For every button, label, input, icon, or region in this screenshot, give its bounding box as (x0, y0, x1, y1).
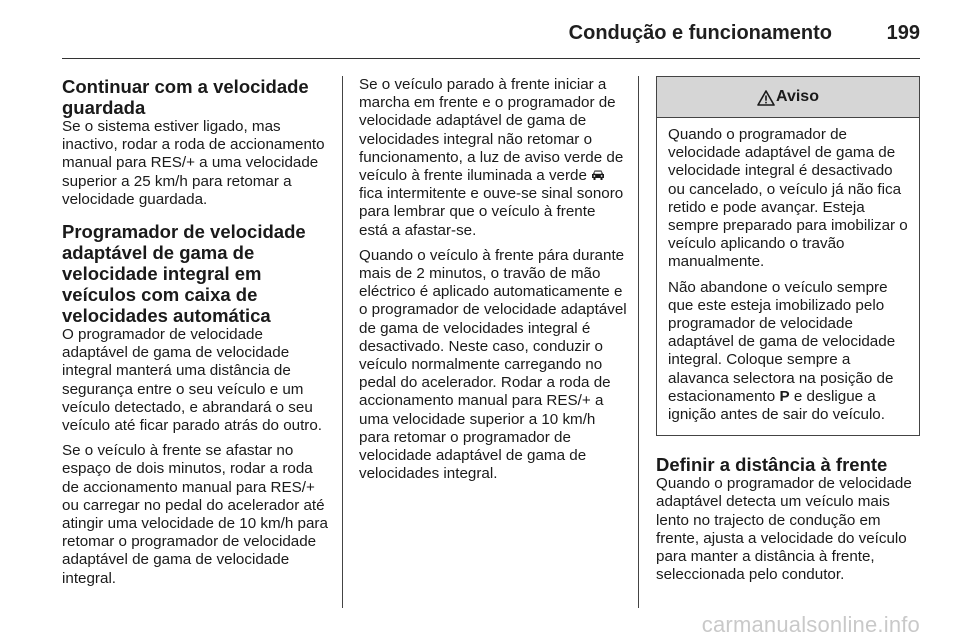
paragraph-resume-speed: Se o sistema estiver ligado, mas inactivo, rodar a roda de accionamento manual para RES/+ a uma velocidade superior a 25 km/h para retomar a velocidade guardada. (62, 118, 325, 208)
paragraph-vehicle-departs (359, 76, 627, 240)
column-divider-1 (342, 76, 343, 608)
watermark: carmanualsonline.info (701, 612, 920, 637)
paragraph-vehicle-departs-b: fica intermitente e ouve-se sinal sonoro para lembrar que o veículo à frente está a afastar-se. (359, 185, 624, 239)
warning-paragraph-2-b: e desligue a ignição antes de sair do veículo. (668, 387, 885, 424)
park-position-letter: P (779, 387, 790, 405)
heading-adaptive-cruise: Programador de velocidade adaptável de gama de velocidade integral em veículos com caixa de velocidades automática (62, 221, 306, 327)
paragraph-vehicle-stops: Quando o veículo à frente pára durante mais de 2 minutos, o travão de mão eléctrico é aplicado automaticamente e o programador de velocidade adaptável de gama de velocidades integral é desactivado. Neste caso, conduzir o veículo normalmente carregando no pedal do acelerador. Rodar a roda de accionamento manual para RES/+ a uma velocidade superior a 10 km/h para retomar o programador de velocidade adaptável de gama de velocidades integral. (359, 246, 627, 483)
paragraph-set-distance: Quando o programador de velocidade adaptável detecta um veículo mais lento no trajecto de condução em frente, ajusta a velocidade do veículo para manter a distância à frente, seleccionada pelo condutor. (656, 475, 912, 584)
warning-paragraph-2-a: Não abandone o veículo sempre que este esteja imobilizado pelo programador de velocidade adaptável de gama de velocidade integral. Coloque sempre a alavanca selectora na posição de estacionamento (668, 278, 896, 405)
paragraph-adaptive-intro: O programador de velocidade adaptável de gama de velocidade integral manterá uma distância de segurança entre o seu veículo e um veículo detectado, e abrandará o seu veículo até ficar parado atrás do outro. (62, 326, 323, 435)
paragraph-vehicle-ahead: Se o veículo à frente se afastar no espaço de dois minutos, rodar a roda de accionamento manual para RES/+ ou carregar no pedal do acelerador até atingir uma velocidade de 10 km/h para retomar o programador de velocidade adaptável de gama de velocidade integral. (62, 442, 328, 587)
page-header (62, 18, 920, 56)
column-3 (656, 76, 920, 591)
header-divider (62, 58, 920, 59)
warning-box (656, 76, 920, 436)
warning-body (657, 118, 919, 435)
vehicle-ahead-icon (591, 169, 605, 181)
column-1 (62, 76, 330, 595)
column-2 (359, 76, 627, 490)
page-number: 199 (886, 22, 920, 44)
warning-paragraph-1: Quando o programador de velocidade adaptável de gama de velocidade integral é desactivado ou cancelado, o veículo já não fica retido e pode avançar. Esteja sempre preparado para imobilizar o veículo aplicando o travão manualmente. (668, 126, 908, 271)
section-title: Condução e funcionamento (568, 22, 832, 44)
warning-paragraph-2 (668, 279, 911, 425)
column-divider-2 (638, 76, 639, 608)
warning-title: Aviso (776, 87, 819, 105)
warning-triangle-icon (757, 90, 775, 106)
heading-set-distance: Definir a distância à frente (656, 454, 888, 476)
warning-header (657, 77, 919, 118)
heading-resume-speed: Continuar com a velocidade guardada (62, 76, 309, 118)
paragraph-vehicle-departs-a: Se o veículo parado à frente iniciar a marcha em frente e o programador de velocidade adaptável de gama de velocidades integral não retomar o funcionamento, a luz de aviso verde de veículo à frente iluminada a verde (359, 76, 624, 185)
